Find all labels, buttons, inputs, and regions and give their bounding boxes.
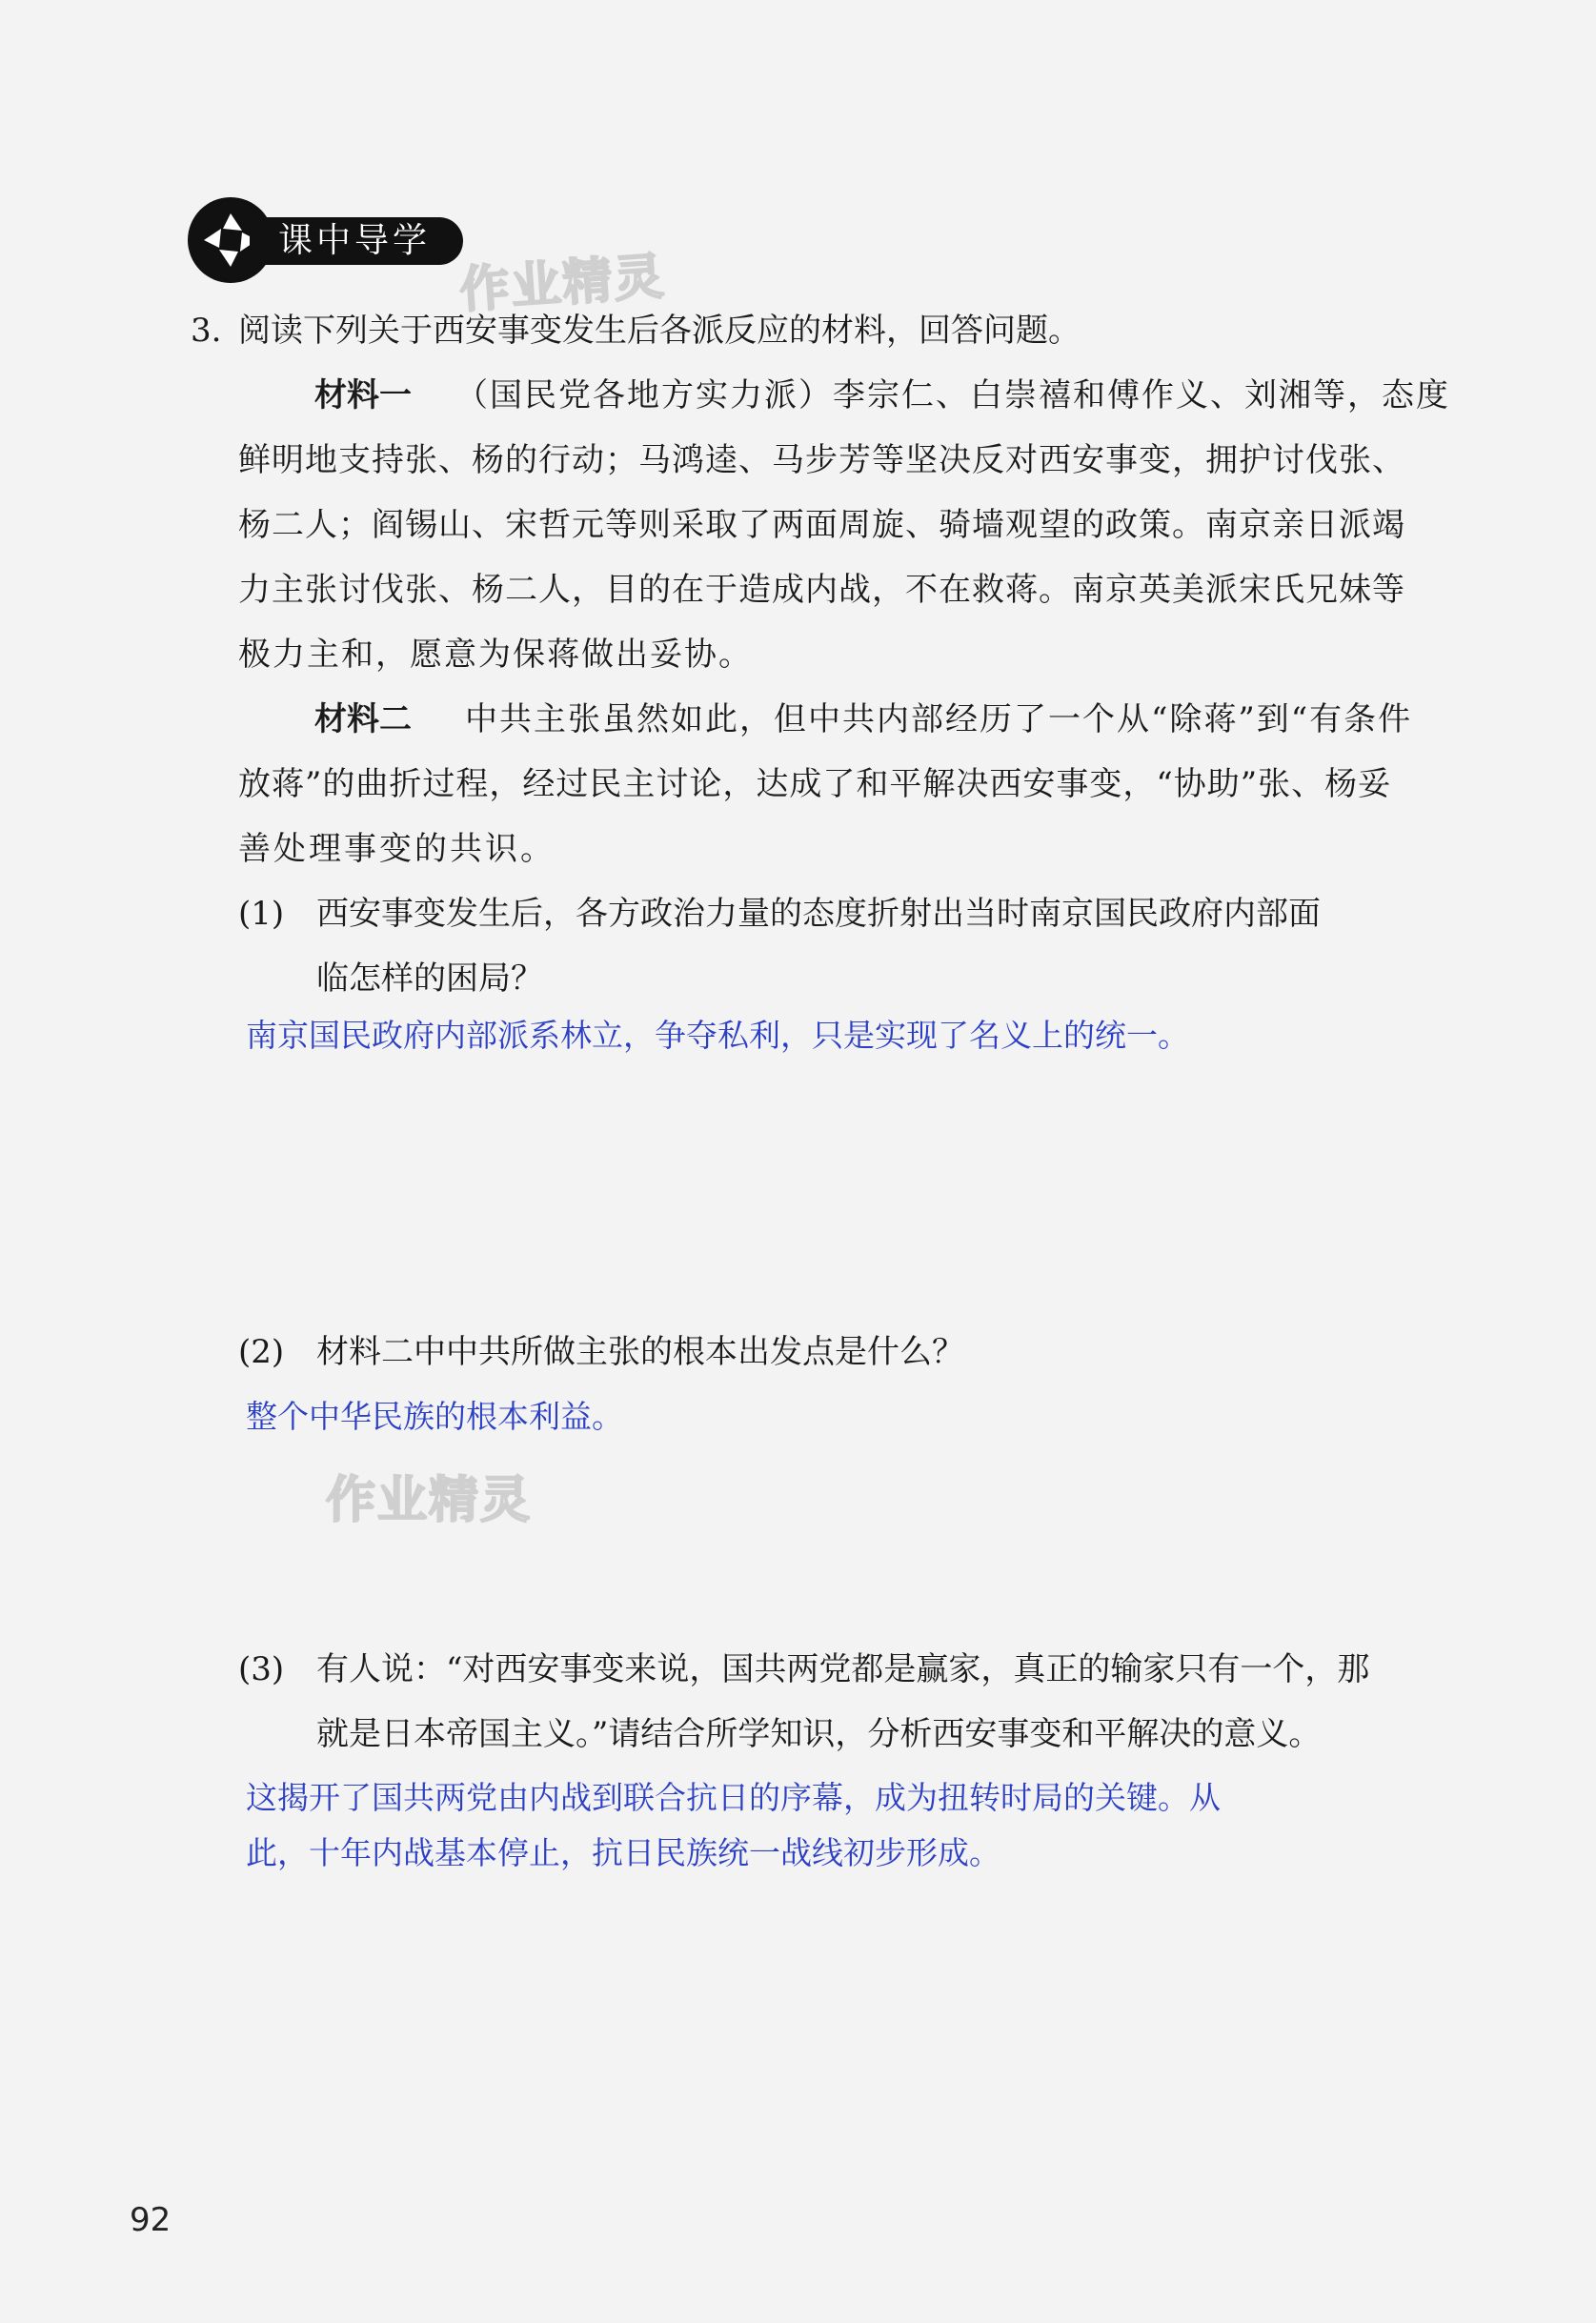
answer-text: 南京国民政府内部派系林立，争夺私利，只是实现了名义上的统一。 [246,1017,1189,1054]
sub-question-line: 材料二中中共所做主张的根本出发点是什么？ [316,1333,964,1371]
section-title: 课中导学 [278,221,432,260]
material-1-line: 杨二人；阎锡山、宋哲元等则采取了两面周旋、骑墙观望的政策。南京亲日派竭 [238,506,1405,544]
sub-question-number: (1) [238,895,285,933]
material-1-label: 材料一 [314,376,412,414]
sub-question-number: (2) [238,1333,285,1371]
material-2-line: 善处理事变的共识。 [238,830,556,868]
material-2-label: 材料二 [314,700,412,738]
watermark: 作业精灵 [457,248,668,320]
answer-text: 整个中华民族的根本利益。 [246,1398,623,1435]
question-prompt: 阅读下列关于西安事变发生后各派反应的材料，回答问题。 [238,312,1081,350]
sub-question-line: 西安事变发生后，各方政治力量的态度折射出当时南京国民政府内部面 [316,895,1321,933]
sub-question-line: 有人说：“对西安事变来说，国共两党都是赢家，真正的输家只有一个，那 [316,1650,1370,1688]
page-number: 92 [130,2201,172,2239]
answer-text: 此，十年内战基本停止，抗日民族统一战线初步形成。 [246,1834,1000,1871]
material-1-line: （国民党各地方实力派）李宗仁、白崇禧和傅作义、刘湘等，态度 [455,376,1450,414]
material-1-line: 力主张讨伐张、杨二人，目的在于造成内战，不在救蒋。南京英美派宋氏兄妹等 [238,571,1405,609]
sub-question-line: 临怎样的困局？ [316,960,543,998]
section-badge [191,200,467,280]
answer-text: 这揭开了国共两党由内战到联合抗日的序幕，成为扭转时局的关键。从 [246,1779,1221,1816]
material-1-line: 极力主和，愿意为保蒋做出妥协。 [238,636,753,674]
material-2-line: 放蒋”的曲折过程，经过民主讨论，达成了和平解决西安事变，“协助”张、杨妥 [238,765,1392,803]
sub-question-line: 就是日本帝国主义。”请结合所学知识，分析西安事变和平解决的意义。 [316,1715,1322,1753]
sub-question-number: (3) [238,1650,285,1688]
material-2-line: 中共主张虽然如此，但中共内部经历了一个从“除蒋”到“有条件 [465,700,1413,738]
question-number: 3. [191,312,222,350]
watermark: 作业精灵 [326,1472,533,1529]
material-1-line: 鲜明地支持张、杨的行动；马鸿逵、马步芳等坚决反对西安事变，拥护讨伐张、 [238,441,1405,479]
